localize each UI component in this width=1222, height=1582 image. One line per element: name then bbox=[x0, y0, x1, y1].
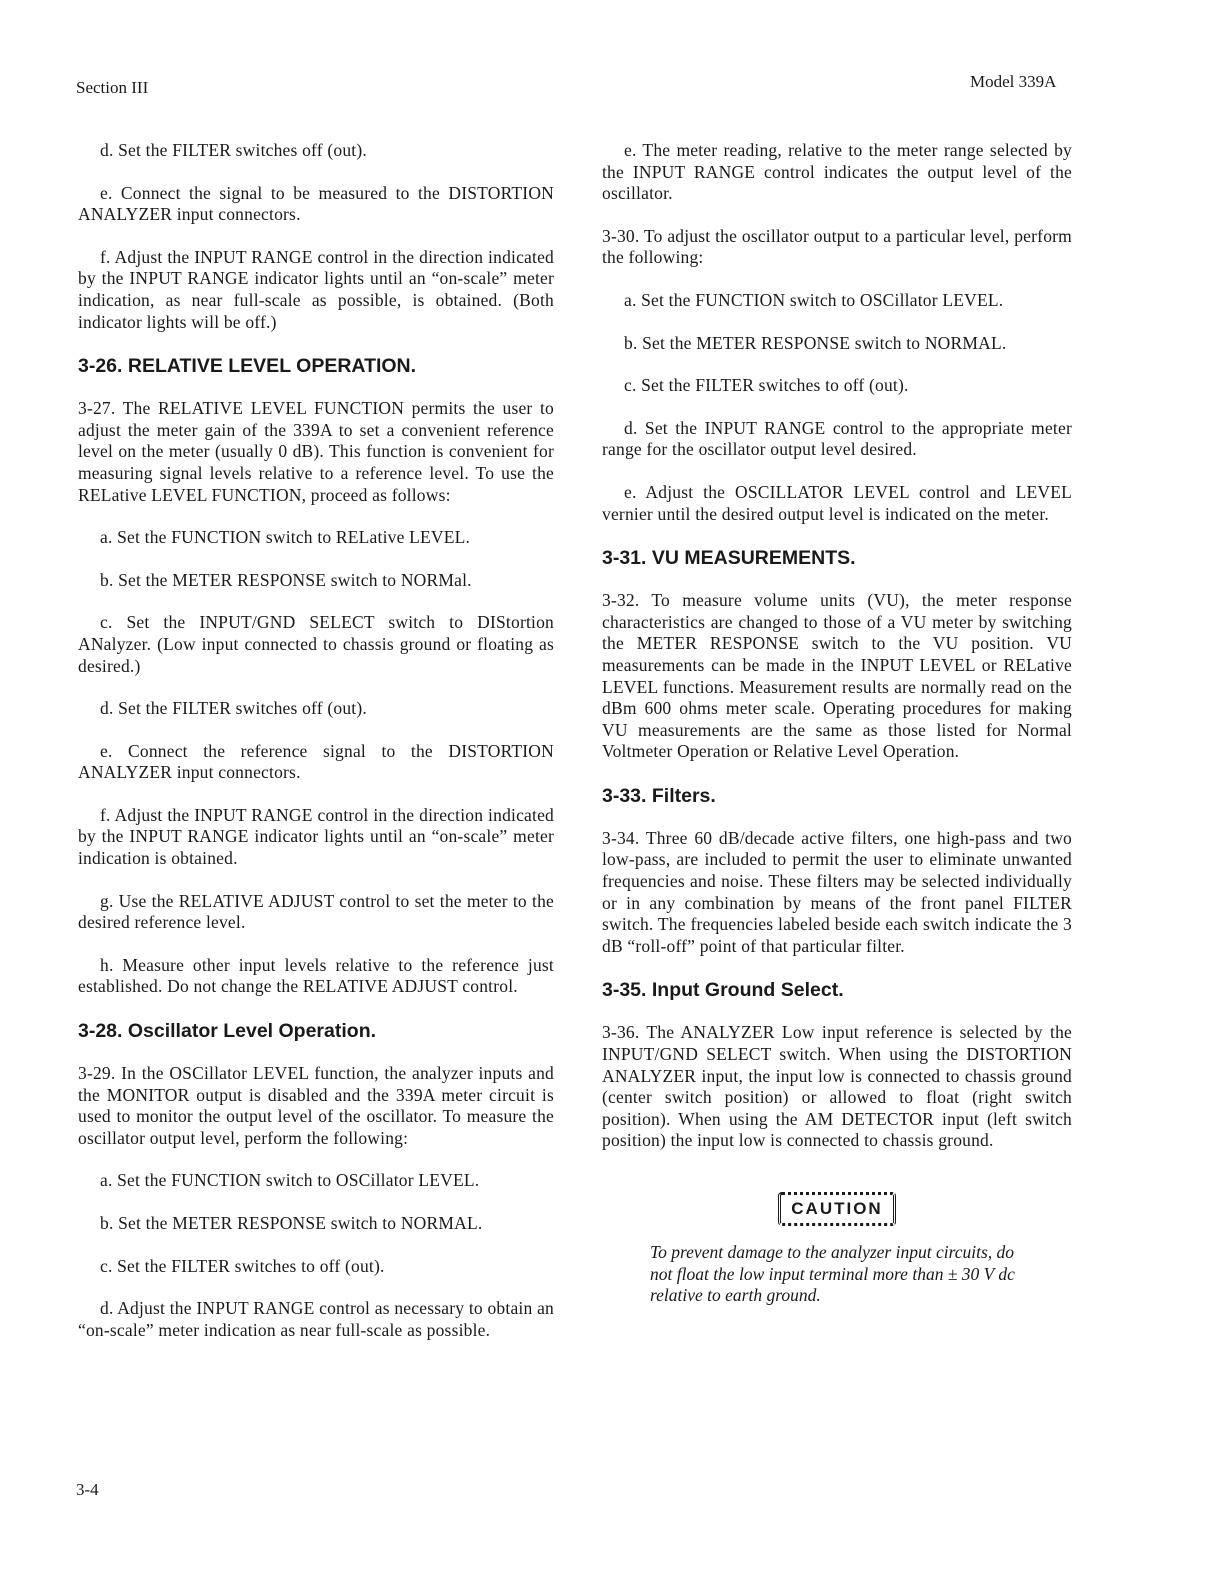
section-heading: 3-28. Oscillator Level Operation. bbox=[78, 1020, 377, 1043]
paragraph: 3-29. In the OSCillator LEVEL function, the analyzer inputs and the MONITOR output is disabled and the 339A meter circuit is used to monitor the output level of the oscillator. To measure the oscillator output level, perform the following: bbox=[78, 1063, 554, 1148]
paragraph: b. Set the METER RESPONSE switch to NORMAL. bbox=[100, 1213, 483, 1233]
paragraph: 3-34. Three 60 dB/decade active filters, one high-pass and two low-pass, are included to permit the user to eliminate unwanted frequencies and noise. These filters may be selected individually or in any combination by means of the front panel FILTER switch. The frequencies labeled beside each switch indicate the 3 dB “roll-off” point of that particular filter. bbox=[602, 827, 1072, 956]
paragraph: h. Measure other input levels relative to the reference just established. Do not change the RELATIVE ADJUST control. bbox=[78, 954, 554, 997]
paragraph: e. Connect the reference signal to the DISTORTION ANALYZER input connectors. bbox=[78, 740, 554, 783]
paragraph: 3-30. To adjust the oscillator output to a particular level, perform the following: bbox=[602, 225, 1072, 268]
paragraph: a. Set the FUNCTION switch to OSCillator LEVEL. bbox=[624, 289, 1004, 310]
caution-text: To prevent damage to the analyzer input circuits, do not float the low input terminal more than ± 30 V dc relative to earth ground. bbox=[650, 1242, 1015, 1306]
paragraph: e. Connect the signal to be measured to the DISTORTION ANALYZER input connectors. bbox=[78, 182, 554, 225]
paragraph: 3-32. To measure volume units (VU), the meter response characteristics are changed to those of a VU meter by switching the METER RESPONSE switch to the VU position. VU measurements can be made in the INPUT LEVEL or RELative LEVEL functions. Measurement results are normally read on the dBm 600 ohms meter scale. Operating procedures for making VU measurements are the same as those listed for Normal Voltmeter Operation or Relative Level Operation. bbox=[602, 590, 1072, 762]
paragraph: e. The meter reading, relative to the meter range selected by the INPUT RANGE control indicates the output level of the oscillator. bbox=[602, 140, 1072, 204]
paragraph: g. Use the RELATIVE ADJUST control to set the meter to the desired reference level. bbox=[78, 890, 554, 933]
paragraph: d. Set the FILTER switches off (out). bbox=[100, 140, 367, 160]
section-heading: 3-31. VU MEASUREMENTS. bbox=[602, 547, 856, 570]
paragraph: a. Set the FUNCTION switch to RELative LEVEL. bbox=[100, 527, 471, 548]
paragraph: b. Set the METER RESPONSE switch to NORMal. bbox=[100, 569, 472, 590]
paragraph: f. Adjust the INPUT RANGE control in the direction indicated by the INPUT RANGE indicator lights until an “on-scale” meter indication, as near full-scale as possible, is obtained. (Both indicator lights will be off.) bbox=[78, 246, 554, 332]
paragraph: c. Set the FILTER switches to off (out). bbox=[624, 375, 909, 396]
paragraph: 3-27. The RELATIVE LEVEL FUNCTION permits the user to adjust the meter gain of the 339A to set a convenient reference level on the meter (usually 0 dB). This function is convenient for measuring signal levels relative to a reference level. To use the RELative LEVEL FUNCTION, proceed as follows: bbox=[78, 398, 554, 505]
paragraph: a. Set the FUNCTION switch to OSCillator LEVEL. bbox=[100, 1170, 480, 1191]
paragraph: c. Set the FILTER switches to off (out). bbox=[100, 1255, 385, 1276]
paragraph: 3-36. The ANALYZER Low input reference is selected by the INPUT/GND SELECT switch. When using the DISTORTION ANALYZER input, the input low is connected to chassis ground (center switch position) or allowed to float (right switch position). When using the AM DETECTOR input (left switch position) the input low is connected to chassis ground. bbox=[602, 1022, 1072, 1151]
section-label: Section III bbox=[76, 78, 149, 97]
paragraph: d. Set the INPUT RANGE control to the appropriate meter range for the oscillator output level desired. bbox=[602, 417, 1072, 460]
section-heading: 3-33. Filters. bbox=[602, 784, 716, 807]
paragraph: c. Set the INPUT/GND SELECT switch to DIStortion ANalyzer. (Low input connected to chassis ground or floating as desired.) bbox=[78, 612, 554, 676]
model-label: Model 339A bbox=[970, 72, 1057, 91]
section-heading: 3-35. Input Ground Select. bbox=[602, 979, 844, 1002]
paragraph: f. Adjust the INPUT RANGE control in the direction indicated by the INPUT RANGE indicator lights until an “on-scale” meter indication is obtained. bbox=[78, 804, 554, 869]
paragraph: e. Adjust the OSCILLATOR LEVEL control and LEVEL vernier until the desired output level is indicated on the meter. bbox=[602, 481, 1072, 524]
paragraph: d. Set the FILTER switches off (out). bbox=[100, 698, 367, 719]
caution-box bbox=[602, 1192, 1072, 1226]
page-number: 3-4 bbox=[76, 1480, 99, 1499]
caution-label: CAUTION bbox=[778, 1192, 895, 1226]
left-column bbox=[78, 140, 554, 1362]
right-column bbox=[602, 140, 1072, 1307]
paragraph: d. Adjust the INPUT RANGE control as necessary to obtain an “on-scale” meter indication as near full-scale as possible. bbox=[78, 1298, 554, 1340]
section-heading: 3-26. RELATIVE LEVEL OPERATION. bbox=[78, 355, 417, 378]
paragraph: b. Set the METER RESPONSE switch to NORMAL. bbox=[624, 332, 1007, 353]
